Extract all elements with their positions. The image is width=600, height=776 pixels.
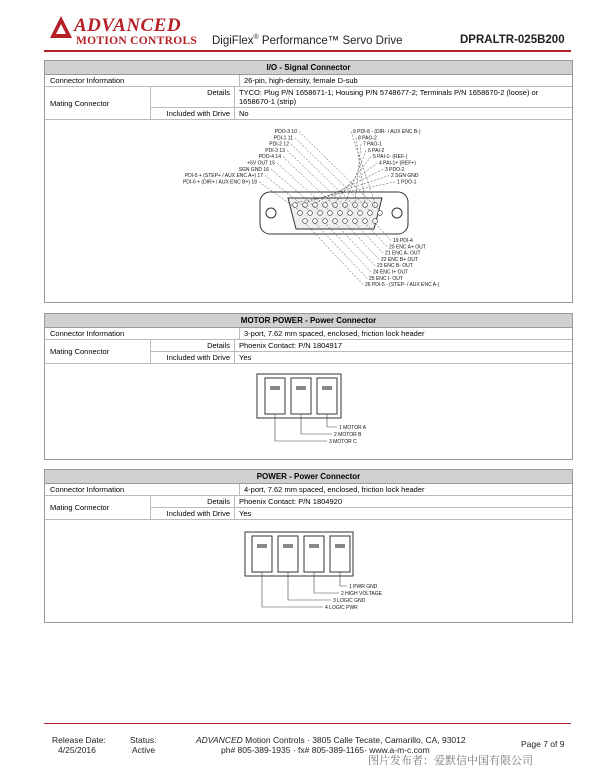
dsub-pin xyxy=(313,219,318,224)
dsub-pin xyxy=(323,219,328,224)
contact-info: ph# 805-389-1935 · fx# 805-389-1165· www.a-m-c.com xyxy=(221,745,430,755)
dsub-pin-label: 26 PDI-5 - (STEP- / AUX ENC A-) xyxy=(365,282,440,289)
details-label: Details xyxy=(151,340,235,351)
details-value: Phoenix Contact: P/N 1804920 xyxy=(239,497,342,506)
mating-connector-row xyxy=(45,340,572,364)
power-screw xyxy=(335,544,345,548)
dsub-pin-label: PDO-4 14 xyxy=(258,154,281,161)
dsub-pin xyxy=(378,211,383,216)
power-screw xyxy=(283,544,293,548)
dsub-pin xyxy=(373,203,378,208)
connector-info-row xyxy=(45,75,572,87)
dsub-pin-label: 7 PAO-1 xyxy=(363,141,382,148)
included-row xyxy=(151,352,572,363)
watermark-text: 图片发布者：爱默信中国有限公司 xyxy=(368,755,533,767)
dsub-pin-label: 5 PAI-1- (REF-) xyxy=(373,154,408,161)
dsub-pin xyxy=(343,219,348,224)
dsub-pin-label: 4 PAI-1+ (REF+) xyxy=(379,160,416,167)
details-label: Details xyxy=(151,496,235,507)
dsub-pin-label: 6 PAI-2 xyxy=(368,147,385,154)
row-label: Connector Information xyxy=(45,328,240,339)
dsub-pin-label: PDI-1 11 xyxy=(273,135,293,142)
dsub-pin xyxy=(363,219,368,224)
dsub-screw-right xyxy=(392,208,402,218)
address-text: Motion Controls · 3805 Calle Tecate, Camarillo, CA, 93012 xyxy=(242,735,466,745)
included-row xyxy=(151,108,572,119)
footer-rule xyxy=(44,723,571,724)
logo-text-bottom: MOTION CONTROLS xyxy=(76,35,198,47)
row-value: 3-port, 7.62 mm spaced, enclosed, friction lock header xyxy=(244,329,425,338)
product-line: Performance™ Servo Drive xyxy=(258,34,403,47)
mating-label: Mating Connector xyxy=(45,87,151,119)
company-logo xyxy=(50,16,200,48)
dsub-diagram xyxy=(45,120,572,302)
included-label: Included with Drive xyxy=(151,508,235,519)
motor-port xyxy=(317,378,337,414)
motor-pin-label: 3 MOTOR C xyxy=(329,439,357,445)
dsub-pin xyxy=(293,203,298,208)
mating-subrows xyxy=(151,496,572,519)
status-label: Status: xyxy=(130,735,157,745)
dsub-pin xyxy=(308,211,313,216)
mating-label: Mating Connector xyxy=(45,340,151,363)
included-value: Yes xyxy=(239,353,252,362)
page-header xyxy=(0,0,600,58)
power-screw xyxy=(309,544,319,548)
included-label: Included with Drive xyxy=(151,108,235,119)
section-title: POWER - Power Connector xyxy=(45,470,572,484)
dsub-pin xyxy=(368,211,373,216)
dsub-pin xyxy=(303,219,308,224)
motor-connector-diagram xyxy=(45,364,572,458)
dsub-pin xyxy=(303,203,308,208)
dsub-pin-label: +5V OUT 15 xyxy=(247,160,275,167)
included-value: No xyxy=(239,109,249,118)
section-title: I/O - Signal Connector xyxy=(45,61,572,75)
row-label: Connector Information xyxy=(45,484,240,495)
dsub-pin-label: PDI-3 13 xyxy=(265,147,285,154)
details-row xyxy=(151,340,572,352)
dsub-pin xyxy=(333,219,338,224)
dsub-pin xyxy=(373,219,378,224)
company-name: ADVANCED xyxy=(196,735,243,745)
dsub-pin xyxy=(363,203,368,208)
details-value: TYCO: Plug P/N 1658671-1; Housing P/N 5748677-2; Terminals P/N 1658670-2 (loose) or 1658670-1 (strip) xyxy=(239,88,539,106)
company-address xyxy=(196,735,466,745)
power-pin-label: 3 LOGIC GND xyxy=(333,598,366,604)
dsub-pin xyxy=(298,211,303,216)
dsub-pin xyxy=(333,203,338,208)
motor-screw xyxy=(322,386,332,390)
dsub-pin-label: 2 SGN GND xyxy=(391,173,419,180)
details-row xyxy=(151,496,572,508)
details-label: Details xyxy=(151,87,235,107)
power-pin-label: 2 HIGH VOLTAGE xyxy=(341,591,382,597)
page-number: Page 7 of 9 xyxy=(521,739,565,749)
dsub-pin xyxy=(348,211,353,216)
power-connector-diagram xyxy=(45,520,572,620)
row-label: Connector Information xyxy=(45,75,240,86)
dsub-pin-label: 23 ENC B- OUT xyxy=(377,263,413,270)
dsub-pin-label: 20 ENC A+ OUT xyxy=(389,244,426,251)
motor-connector-drawing xyxy=(45,364,572,458)
dsub-connector-drawing xyxy=(45,120,572,302)
part-number: DPRALTR-025B200 xyxy=(460,34,565,46)
dsub-screw-left xyxy=(266,208,276,218)
power-pin-label: 1 PWR GND xyxy=(349,584,378,590)
release-date-label: Release Date: xyxy=(52,735,106,745)
dsub-pin-label: PDI-5 + (STEP+ / AUX ENC A+) 17 xyxy=(184,173,263,180)
release-date-value: 4/25/2016 xyxy=(58,745,96,755)
dsub-pin-label: 9 PDI-8 - (DIR- / AUX ENC B-) xyxy=(353,129,421,135)
mating-label: Mating Connector xyxy=(45,496,151,519)
header-rule xyxy=(44,50,571,52)
motor-screw xyxy=(296,386,306,390)
included-label: Included with Drive xyxy=(151,352,235,363)
motor-power-section xyxy=(44,313,573,460)
dsub-pin xyxy=(353,219,358,224)
row-value: 4-port, 7.62 mm spaced, enclosed, friction lock header xyxy=(244,485,425,494)
power-screw xyxy=(257,544,267,548)
dsub-pin-label: 22 ENC B+ OUT xyxy=(381,256,419,263)
dsub-pin-label: 21 ENC A- OUT xyxy=(385,250,421,257)
dsub-pin-label: 19 PDI-4 xyxy=(393,238,413,244)
dsub-pin-label: 25 ENC I- OUT xyxy=(369,275,403,282)
dsub-pin-label: PDI-6 + (DIR+ / AUX ENC B+) 18 xyxy=(182,179,257,186)
motor-screw xyxy=(270,386,280,390)
included-row xyxy=(151,508,572,519)
dsub-pin-label: 8 PAO-2 xyxy=(358,135,377,142)
included-value: Yes xyxy=(239,509,252,518)
power-port xyxy=(252,536,272,572)
logo-text-top: ADVANCED xyxy=(74,15,182,36)
row-value: 26-pin, high-density, female D-sub xyxy=(244,76,358,85)
mating-connector-row xyxy=(45,87,572,120)
motor-pin-label: 1 MOTOR A xyxy=(339,425,367,431)
section-title: MOTOR POWER - Power Connector xyxy=(45,314,572,328)
details-value: Phoenix Contact: P/N 1804917 xyxy=(239,341,342,350)
power-connector-drawing xyxy=(45,520,572,620)
mating-subrows xyxy=(151,340,572,363)
power-section xyxy=(44,469,573,623)
dsub-pin xyxy=(318,211,323,216)
dsub-pin-label: SGN GND 16 xyxy=(238,166,269,173)
motor-port xyxy=(265,378,285,414)
power-port xyxy=(304,536,324,572)
dsub-pin xyxy=(338,211,343,216)
dsub-pin xyxy=(358,211,363,216)
power-pin-label: 4 LOGIC PWR xyxy=(325,605,358,611)
power-port xyxy=(330,536,350,572)
dsub-pin-label: 3 PDO-2 xyxy=(385,166,405,173)
power-port xyxy=(278,536,298,572)
dsub-pin xyxy=(353,203,358,208)
connector-info-row xyxy=(45,484,572,496)
product-brand: DigiFlex xyxy=(212,34,254,47)
motor-pin-label: 2 MOTOR B xyxy=(334,432,362,438)
dsub-pin-label: 1 PDO-1 xyxy=(397,179,417,186)
dsub-pin xyxy=(343,203,348,208)
details-row xyxy=(151,87,572,108)
dsub-pin-label: PDI-2 12 xyxy=(269,141,289,148)
status-value: Active xyxy=(132,745,156,755)
connector-info-row xyxy=(45,328,572,340)
logo-triangle-inner xyxy=(56,24,66,34)
dsub-pin xyxy=(328,211,333,216)
registered-mark: ® xyxy=(253,34,259,41)
product-name xyxy=(212,34,403,47)
mating-subrows xyxy=(151,87,572,119)
motor-port xyxy=(291,378,311,414)
dsub-pin-label: PDO-3 10 xyxy=(274,129,297,135)
dsub-pin-label: 24 ENC I+ OUT xyxy=(373,269,409,276)
io-signal-section xyxy=(44,60,573,303)
mating-connector-row xyxy=(45,496,572,520)
